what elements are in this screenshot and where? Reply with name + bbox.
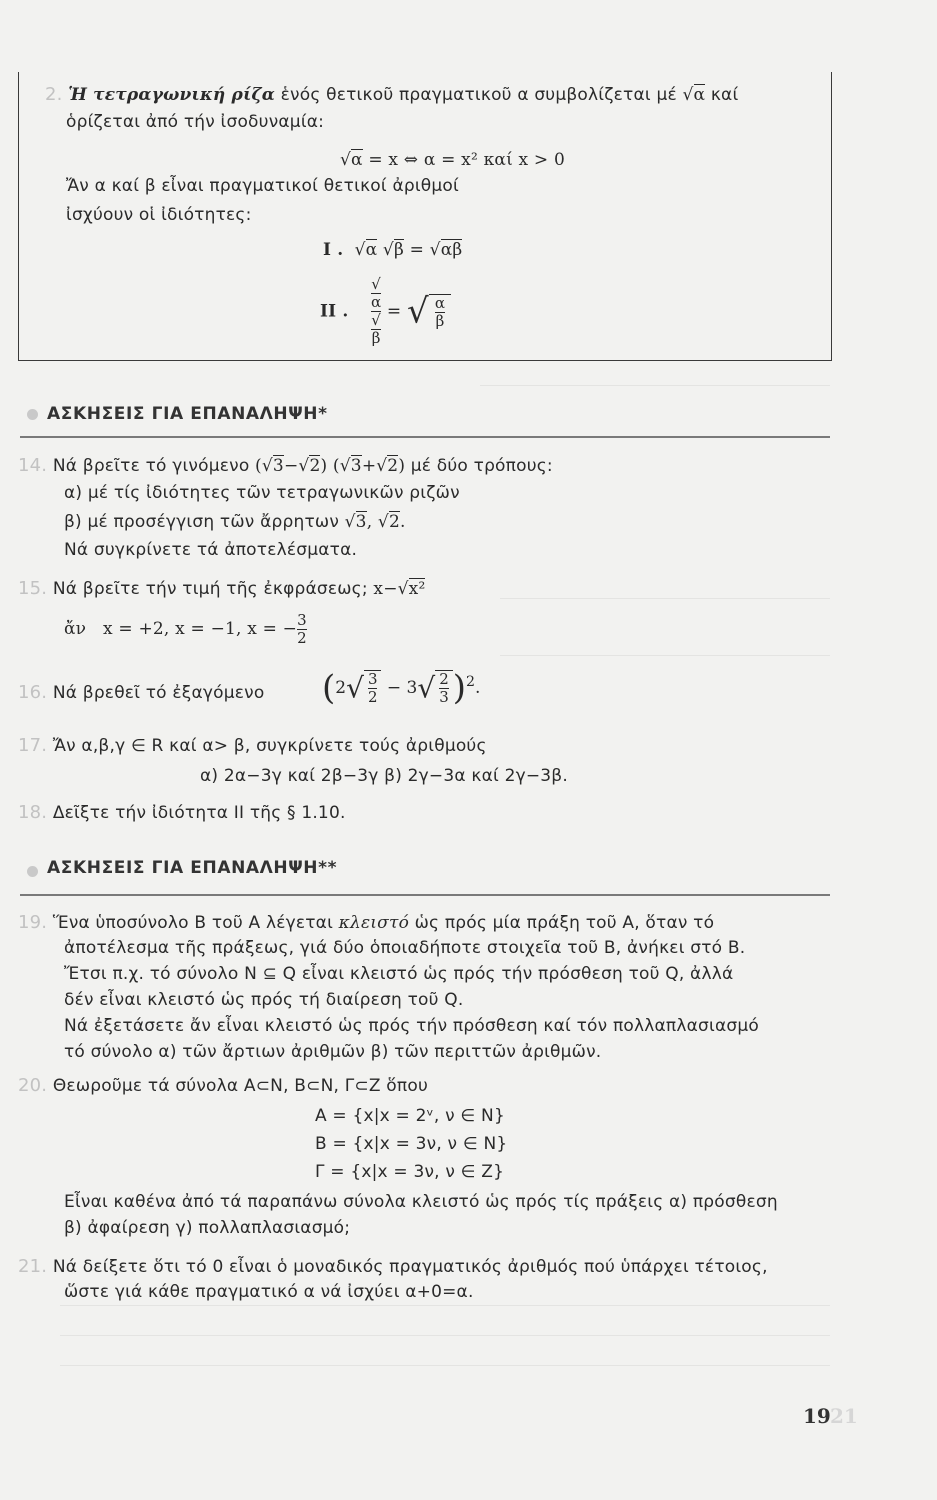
exercise-15-values: ἄν x = +2, x = −1, x = − $\frac{3}{2}$ bbox=[64, 611, 307, 647]
exercise-19-text: Ἕνα ὑποσύνολο Β τοῦ Α λέγεται bbox=[52, 913, 334, 933]
exercise-18 bbox=[18, 802, 346, 823]
equivalence-formula: √α = x ⇔ α = x² καί x > 0 bbox=[340, 150, 565, 170]
exercise-14: 14. Νά βρεῖτε τό γινόμενο (√3−√2) (√3+√2) μέ δύο τρόπους: bbox=[18, 455, 553, 476]
exercise-14-part-b-text: β) μέ προσέγγιση τῶν ἄρρητων bbox=[64, 512, 340, 532]
section-1-title: ΑΣΚΗΣΕΙΣ ΓΙΑ ΕΠΑΝΑΛΗΨΗ* bbox=[47, 404, 328, 424]
exercise-20-lead: Θεωροῦμε τά σύνολα A⊂N, B⊂N, Γ⊂Z ὅπου bbox=[52, 1076, 428, 1096]
exercise-14-part-c: Νά συγκρίνετε τά ἀποτελέσματα. bbox=[64, 540, 358, 560]
section-divider bbox=[20, 894, 830, 896]
property-1: I . √α √β = √αβ bbox=[323, 240, 463, 260]
section-2-title: ΑΣΚΗΣΕΙΣ ΓΙΑ ΕΠΑΝΑΛΗΨΗ** bbox=[47, 858, 338, 878]
exercise-19-line-5: Νά ἐξετάσετε ἄν εἶναι κλειστό ὡς πρός τήν πρόσθεση καί τόν πολλαπλασιασμό bbox=[64, 1016, 759, 1036]
exercise-19-line-6: τό σύνολο α) τῶν ἄρτιων ἀριθμῶν β) τῶν περιττῶν ἀριθμῶν. bbox=[64, 1042, 602, 1062]
bleed-through-line bbox=[500, 598, 830, 599]
sqrt-a: α bbox=[693, 85, 706, 105]
exercise-16 bbox=[18, 682, 264, 703]
exercise-number: 14. bbox=[18, 455, 48, 476]
exercise-17 bbox=[18, 735, 487, 756]
exercise-19-text: ὡς πρός μία πράξη τοῦ Α, ὅταν τό bbox=[414, 913, 715, 933]
exercise-15-value-list: x = +2, x = −1, x = − bbox=[103, 619, 298, 639]
box-kai: καί bbox=[710, 85, 739, 105]
exercise-19-term: κλειστό bbox=[338, 913, 410, 933]
set-a-definition: A = {x|x = 2ᵛ, ν ∈ N} bbox=[315, 1106, 505, 1126]
exercise-14-part-b: β) μέ προσέγγιση τῶν ἄρρητων √3, √2. bbox=[64, 512, 406, 532]
exercise-17-lead: Ἄν α,β,γ ∈ R καί α> β, συγκρίνετε τούς ἀριθμούς bbox=[52, 736, 487, 756]
exercise-16-expression: (2√ $\frac{3}{2}$ − 3√ $\frac{2}{3}$ )$^2$. bbox=[322, 668, 481, 708]
set-g-definition: Γ = {x|x = 3ν, ν ∈ Z} bbox=[315, 1162, 505, 1182]
box-line-1: 2. Ἡ τετραγωνική ρίζα ἑνός θετικοῦ πραγματικοῦ α συμβολίζεται μέ √α καί bbox=[45, 84, 739, 105]
bleed-through-line bbox=[60, 1305, 830, 1306]
exercise-15: 15. Νά βρεῖτε τήν τιμή τῆς ἐκφράσεως; x−√x² bbox=[18, 578, 426, 599]
exercise-number: 18. bbox=[18, 802, 48, 823]
exercise-18-text: Δεῖξτε τήν ἰδιότητα II τῆς § 1.10. bbox=[52, 803, 346, 823]
bleed-through-line bbox=[480, 385, 830, 386]
exercise-15-lead: Νά βρεῖτε τήν τιμή τῆς ἐκφράσεως bbox=[52, 579, 362, 599]
box-intro-text: ἑνός θετικοῦ πραγματικοῦ α συμβολίζεται μέ bbox=[280, 85, 677, 105]
exercise-number: 15. bbox=[18, 578, 48, 599]
exercise-20-question-1: Εἶναι καθένα ἀπό τά παραπάνω σύνολα κλειστό ὡς πρός τίς πράξεις α) πρόσθεση bbox=[64, 1192, 778, 1212]
bleed-through-line bbox=[60, 1335, 830, 1336]
exercise-21-text: Νά δείξετε ὅτι τό 0 εἶναι ὁ μοναδικός πραγματικός ἀριθμός πού ὑπάρχει τέτοιος, bbox=[52, 1257, 768, 1277]
section-divider bbox=[20, 436, 830, 438]
exercise-19-line-1 bbox=[18, 912, 714, 933]
defined-term: Ἡ τετραγωνική ρίζα bbox=[68, 85, 276, 105]
section-bullet bbox=[27, 866, 38, 877]
page-number-bleed-through: 21 bbox=[830, 1404, 858, 1428]
property-2-label: II . bbox=[320, 301, 349, 322]
page-number: 19 bbox=[803, 1404, 831, 1428]
exercise-number: 17. bbox=[18, 735, 48, 756]
exercise-number: 16. bbox=[18, 682, 48, 703]
exercise-14-part-a: α) μέ τίς ἰδιότητες τῶν τετραγωνικῶν ριζῶν bbox=[64, 483, 460, 503]
equivalence-text: = x ⇔ α = x² καί x > 0 bbox=[368, 150, 565, 170]
exercise-21-line-1 bbox=[18, 1256, 768, 1277]
exercise-15-an: ἄν bbox=[64, 619, 87, 639]
property-1-label: I . bbox=[323, 240, 344, 260]
box-number: 2. bbox=[45, 84, 63, 105]
box-line-5: ἰσχύουν οἱ ἰδιότητες: bbox=[66, 205, 252, 225]
exercise-20-question-2: β) ἀφαίρεση γ) πολλαπλασιασμό; bbox=[64, 1218, 351, 1238]
box-line-2: ὁρίζεται ἀπό τήν ἰσοδυναμία: bbox=[66, 112, 325, 132]
exercise-14-lead: Νά βρεῖτε τό γινόμενο bbox=[52, 456, 250, 476]
exercise-19-line-3: Ἔτσι π.χ. τό σύνολο N ⊆ Q εἶναι κλειστό ὡς πρός τήν πρόσθεση τοῦ Q, ἀλλά bbox=[64, 964, 734, 984]
exercise-19-line-4: δέν εἶναι κλειστό ὡς πρός τή διαίρεση τοῦ Q. bbox=[64, 990, 464, 1010]
exercise-21-line-2: ὥστε γιά κάθε πραγματικό α νά ἰσχύει α+0=α. bbox=[64, 1282, 474, 1302]
exercise-17-parts: α) 2α−3γ καί 2β−3γ β) 2γ−3α καί 2γ−3β. bbox=[200, 766, 568, 786]
exercise-16-lead: Νά βρεθεῖ τό ἐξαγόμενο bbox=[52, 683, 265, 703]
exercise-number: 19. bbox=[18, 912, 48, 933]
property-2: II . √ α √ β = √ $\frac{\alpha}{\beta}$ bbox=[320, 276, 451, 347]
section-bullet bbox=[27, 409, 38, 420]
bleed-through-line bbox=[60, 1365, 830, 1366]
box-line-4: Ἄν α καί β εἶναι πραγματικοί θετικοί ἀριθμοί bbox=[66, 176, 459, 196]
exercise-14-tail: μέ δύο τρόπους: bbox=[410, 456, 553, 476]
exercise-20 bbox=[18, 1075, 428, 1096]
exercise-19-line-2: ἀποτέλεσμα τῆς πράξεως, γιά δύο ὁποιαδήποτε στοιχεῖα τοῦ Β, ἀνήκει στό Β. bbox=[64, 938, 746, 958]
exercise-number: 20. bbox=[18, 1075, 48, 1096]
set-b-definition: B = {x|x = 3ν, ν ∈ N} bbox=[315, 1134, 508, 1154]
exercise-number: 21. bbox=[18, 1256, 48, 1277]
bleed-through-line bbox=[500, 655, 830, 656]
